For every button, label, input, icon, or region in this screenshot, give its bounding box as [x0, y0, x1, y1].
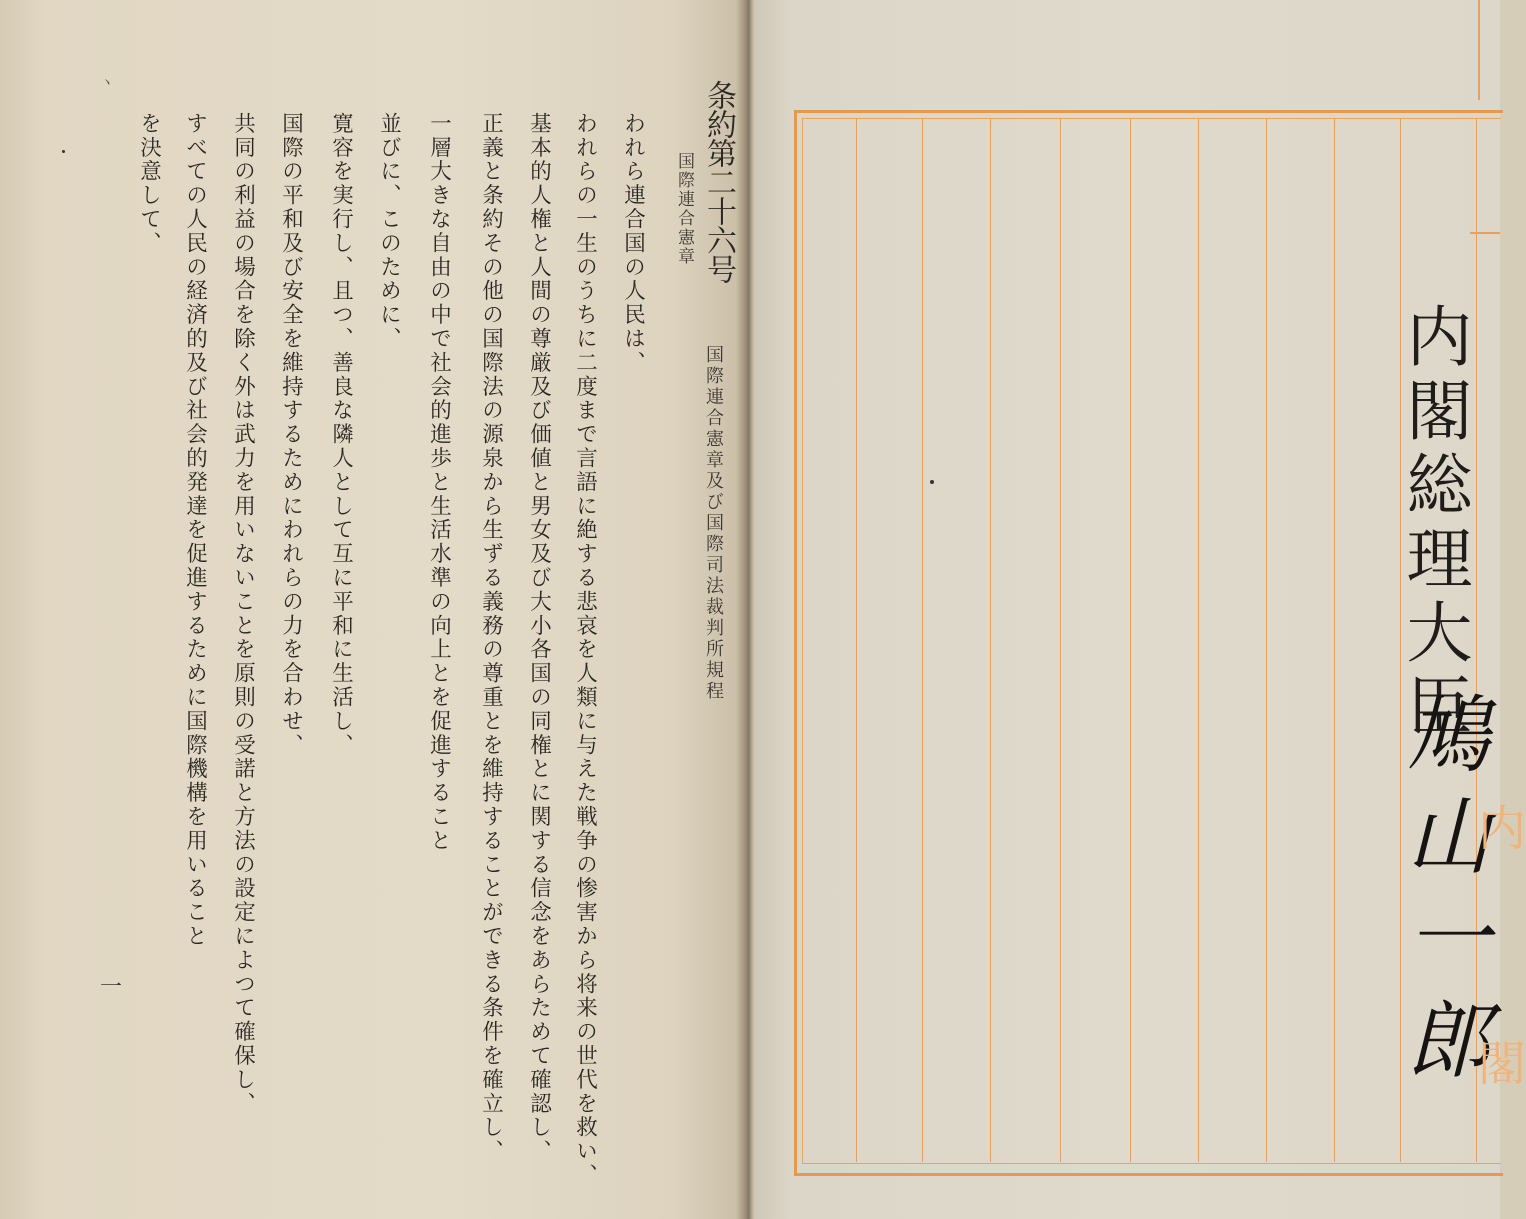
- cut-off-seal-glyph: 閣: [1478, 1036, 1526, 1092]
- text-column-1: われら連合国の人民は、: [620, 112, 646, 375]
- ledger-rule: [1060, 118, 1061, 1162]
- text-column-9: 共同の利益の場合を除く外は武力を用いないことを原則の受諾と方法の設定によつて確保し、: [230, 112, 256, 1116]
- ink-speck: [930, 480, 934, 484]
- ledger-rule: [1334, 118, 1335, 1162]
- ledger-rule: [1266, 118, 1267, 1162]
- ledger-rule: [1130, 118, 1131, 1162]
- ledger-rule: [922, 118, 923, 1162]
- text-column-7: 寛容を実行し、且つ、善良な隣人として互に平和に生活し、: [328, 112, 354, 758]
- paper-speck: [62, 150, 65, 153]
- printed-charter-title: 国際連合憲章: [674, 152, 694, 266]
- signature-office-title: 内閣総理大臣: [1395, 302, 1472, 746]
- handwritten-treaty-subtitle: 国際連合憲章及び国際司法裁判所規程: [703, 345, 724, 702]
- text-column-2: われらの一生のうちに二度まで言語に絶する悲哀を人類に与えた戦争の惨害から将来の世代を救い、: [572, 112, 598, 1188]
- handwritten-signature: 鳩山一郎: [1393, 690, 1491, 1098]
- text-column-4: 正義と条約その他の国際法の源泉から生ずる義務の尊重とを維持することができる条件を確立し、: [478, 112, 504, 1164]
- paper-speck: ヽ: [100, 75, 114, 91]
- text-column-3: 基本的人権と人間の尊厳及び価値と男女及び大小各国の同権とに関する信念をあらためて確認し、: [526, 112, 552, 1164]
- text-column-10: すべての人民の経済的及び社会的発達を促進するために国際機構を用いること: [182, 112, 208, 949]
- handwritten-treaty-number: 条約第二十六号: [701, 80, 736, 283]
- ledger-rule: [990, 118, 991, 1162]
- cut-off-seal-glyph: 内: [1478, 801, 1526, 857]
- ledger-top-rule: [1478, 0, 1480, 100]
- text-column-6: 並びに、このために、: [376, 112, 402, 351]
- left-page: [0, 0, 748, 1219]
- text-column-5: 一層大きな自由の中で社会的進歩と生活水準の向上とを促進すること: [426, 112, 452, 853]
- text-column-11: を決意して、: [136, 112, 162, 256]
- text-column-8: 国際の平和及び安全を維持するためにわれらの力を合わせ、: [278, 112, 304, 758]
- page-number: 一: [100, 975, 123, 1000]
- ledger-rule: [1198, 118, 1199, 1162]
- ledger-rule: [856, 118, 857, 1162]
